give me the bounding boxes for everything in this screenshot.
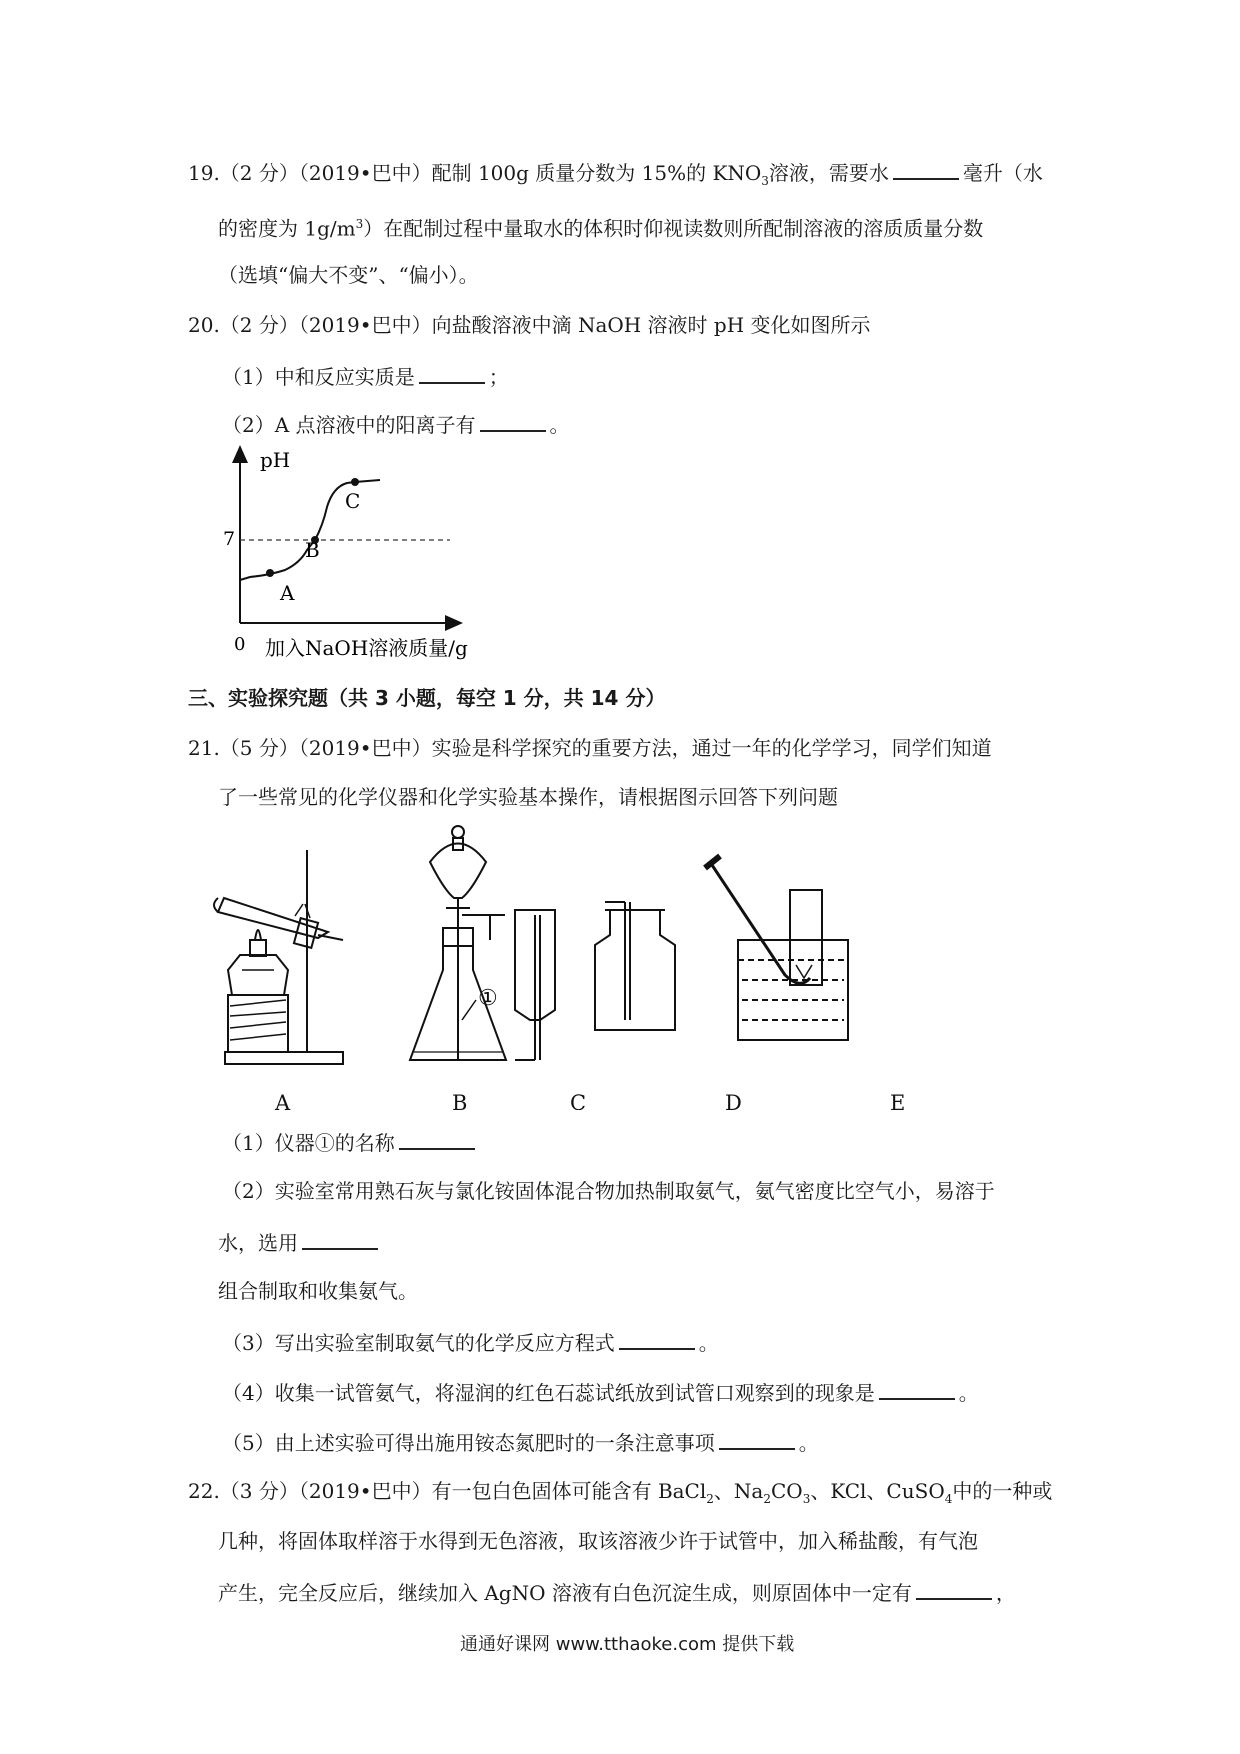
- q21-line2: 了一些常见的化学仪器和化学实验基本操作，请根据图示回答下列问题: [218, 785, 838, 809]
- q19-line2: 的密度为 $1g/m^3$）在配制过程中量取水的体积时仰视读数则所配制溶液的溶质质量分数: [218, 216, 984, 241]
- apparatus-a: [214, 850, 343, 1064]
- origin-label: 0: [234, 634, 246, 655]
- q21-sub4: （4）收集一试管氨气，将湿润的红色石蕊试纸放到试管口观察到的现象是 。: [222, 1378, 979, 1406]
- apparatus-label-d: D: [725, 1091, 742, 1110]
- ph-chart: [215, 445, 475, 670]
- point-c-label: C: [345, 489, 361, 513]
- apparatus-d: [595, 902, 675, 1030]
- q21-sub5: （5）由上述实验可得出施用铵态氮肥时的一条注意事项 。: [222, 1428, 819, 1456]
- point-a-label: A: [280, 581, 295, 605]
- q22-answer-blank[interactable]: [916, 1578, 992, 1600]
- apparatus-e: [705, 856, 848, 1040]
- apparatus-c: [515, 910, 555, 1060]
- q21-line1: 21.（5 分）（2019•巴中）实验是科学探究的重要方法，通过一年的化学学习，同学们知道: [188, 736, 992, 760]
- footer-text: 通通好课网 www.tthaoke.com 提供下载: [460, 1634, 795, 1655]
- q20-sub1-blank[interactable]: [419, 362, 485, 384]
- y-axis-label: pH: [260, 448, 291, 472]
- q22-line2: 几种，将固体取样溶于水得到无色溶液，取该溶液少许于试管中，加入稀盐酸，有气泡: [218, 1529, 978, 1553]
- q19-answer-blank[interactable]: [893, 158, 959, 180]
- x-axis-label: 加入NaOH溶液质量/g: [265, 636, 468, 660]
- apparatus-figure: [200, 820, 980, 1110]
- q21-sub2a: （2）实验室常用熟石灰与氯化铵固体混合物加热制取氨气，氨气密度比空气小，易溶于: [222, 1179, 995, 1203]
- q20-sub2-blank[interactable]: [480, 410, 546, 432]
- point-c: [351, 478, 359, 486]
- ref-line-label: 7: [223, 528, 236, 550]
- section-heading: 三、实验探究题（共 3 小题，每空 1 分，共 14 分）: [188, 686, 666, 710]
- q21-sub5-blank[interactable]: [719, 1428, 795, 1450]
- q21-sub2b: 水，选用: [218, 1228, 382, 1256]
- q21-sub1: （1）仪器①的名称: [222, 1128, 479, 1156]
- q20-sub2: （2）A 点溶液中的阳离子有 。: [222, 410, 570, 438]
- q21-sub3: （3）写出实验室制取氨气的化学反应方程式 。: [222, 1328, 719, 1356]
- point-a: [266, 569, 274, 577]
- q21-sub4-blank[interactable]: [879, 1378, 955, 1400]
- q20-sub1: （1）中和反应实质是 ；: [222, 362, 509, 390]
- apparatus-label-a: A: [275, 1091, 291, 1110]
- apparatus-label-e: E: [890, 1091, 906, 1110]
- q20-line1: 20.（2 分）（2019•巴中）向盐酸溶液中滴 NaOH 溶液时 pH 变化如图所示: [188, 313, 871, 337]
- apparatus-b: [410, 826, 506, 1060]
- marker-1: ①: [478, 986, 498, 1011]
- q21-sub2-blank[interactable]: [302, 1228, 378, 1250]
- q21-sub3-blank[interactable]: [619, 1328, 695, 1350]
- q19-line3: （选填“偏大不变”、“偏小）。: [218, 263, 479, 287]
- q21-sub1-blank[interactable]: [399, 1128, 475, 1150]
- q22-line1: 22.（3 分）（2019•巴中）有一包白色固体可能含有 BaCl$_2$、$Na_2CO_3$、KCl、CuSO$_4$中的一种或: [188, 1479, 1053, 1506]
- q19-line1: 19.（2 分）（2019•巴中）配制 100g 质量分数为 15%的 $KNO_3$溶液，需要水 毫升（水: [188, 158, 1043, 194]
- apparatus-label-b: B: [452, 1091, 468, 1110]
- q22-line3: 产生，完全反应后，继续加入 AgNO 溶液有白色沉淀生成，则原固体中一定有 ，: [218, 1578, 1016, 1606]
- point-b-label: B: [305, 538, 320, 562]
- apparatus-label-c: C: [570, 1091, 587, 1110]
- q21-sub2c: 组合制取和收集氨气。: [218, 1279, 418, 1303]
